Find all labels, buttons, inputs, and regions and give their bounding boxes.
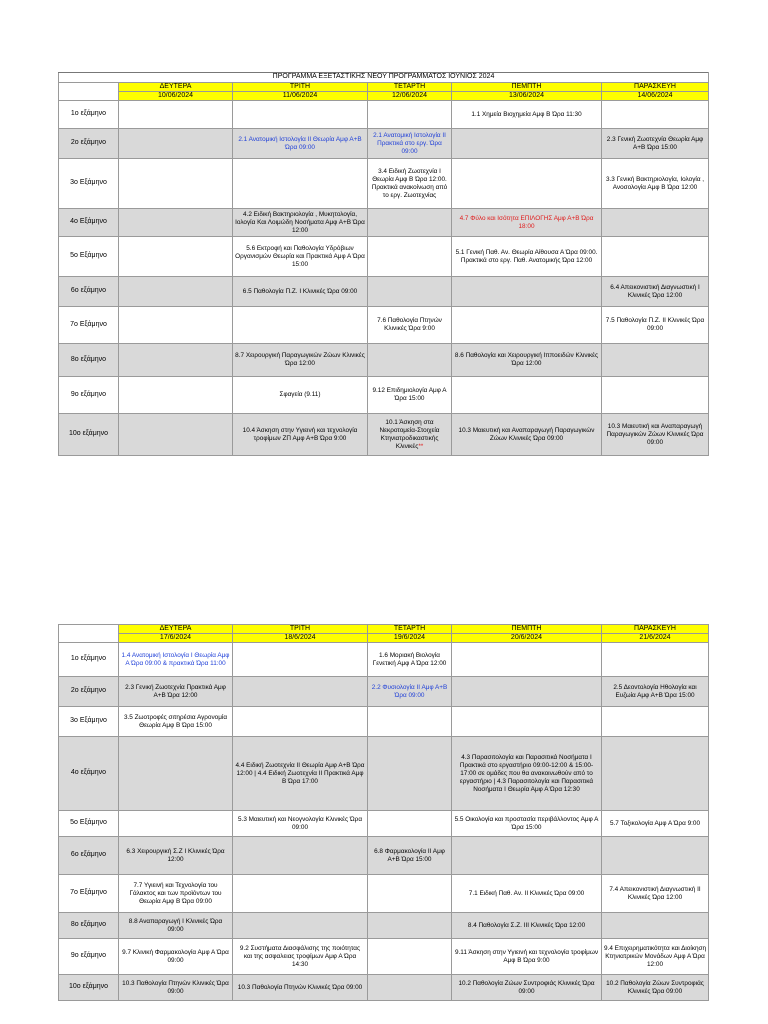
exam-cell: 2.1 Ανατομική Ιστολογία ΙΙ Πρακτικά στο εργ. Ώρα 09:00: [368, 129, 452, 159]
exam-cell: [233, 707, 368, 737]
exam-cell: [119, 737, 233, 811]
exam-cell: [368, 875, 452, 913]
table-row: [59, 101, 709, 129]
exam-cell: [368, 101, 452, 129]
exam-cell: 9.11 Άσκηση στην Υγιεινή και τεχνολογία τροφίμων Αμφ Β Ώρα 9:00: [452, 939, 602, 975]
date-header: 10/06/2024: [119, 92, 233, 101]
exam-cell: [602, 737, 709, 811]
semester-label: 7ο Εξάμηνο: [59, 307, 119, 344]
exam-cell: [368, 237, 452, 277]
semester-label: 10ο εξάμηνο: [59, 414, 119, 456]
exam-cell: [233, 913, 368, 939]
corner-cell: [59, 634, 119, 643]
semester-label: 5ο Εξάμηνο: [59, 237, 119, 277]
exam-cell: 3.4 Ειδική Ζωοτεχνία Ι Θεωρία Αμφ Β Ώρα 12:00. Πρακτικά ανακοίνωση από το εργ. Ζωοτεχνίας: [368, 159, 452, 209]
semester-label: 7ο Εξάμηνο: [59, 875, 119, 913]
exam-cell: [368, 277, 452, 307]
exam-cell: [233, 677, 368, 707]
exam-cell: [452, 677, 602, 707]
semester-label: 6ο εξάμηνο: [59, 277, 119, 307]
date-header: 19/6/2024: [368, 634, 452, 643]
semester-label: 8ο εξάμηνο: [59, 344, 119, 377]
exam-cell: [119, 277, 233, 307]
exam-cell: [233, 875, 368, 913]
exam-cell: [119, 307, 233, 344]
exam-cell: 1.6 Μοριακή Βιολογία Γενετική Αμφ Α Ώρα 12:00: [368, 643, 452, 677]
exam-cell: [368, 344, 452, 377]
exam-cell: 7.5 Παθολογία Π.Ζ. ΙΙ Κλινικές Ώρα 09:00: [602, 307, 709, 344]
schedule-title: ΠΡΟΓΡΑΜΜΑ ΕΞΕΤΑΣΤΙΚΗΣ ΝΕΟΥ ΠΡΟΓΡΑΜΜΑΤΟΣ ΙΟΥΝΙΟΣ 2024: [59, 73, 709, 83]
table-row: [59, 939, 709, 975]
exam-cell: [119, 159, 233, 209]
exam-cell: 4.2 Ειδική Βακτηριολογία , Μυκητολογία, Ιολογία Και Λοιμώδη Νοσήματα Αμφ Α+Β Ώρα 12:00: [233, 209, 368, 237]
exam-cell: [119, 209, 233, 237]
exam-schedule-week1: [58, 72, 709, 456]
exam-cell: 8.4 Παθολογία Σ.Ζ. ΙΙΙ Κλινικές Ώρα 12:00: [452, 913, 602, 939]
table-row: [59, 159, 709, 209]
semester-label: 4ο Εξάμηνο: [59, 209, 119, 237]
exam-cell: [452, 377, 602, 414]
exam-cell: 6.8 Φαρμακολογία ΙΙ Αμφ Α+Β Ώρα 15:00: [368, 837, 452, 875]
exam-cell: 8.6 Παθολογία και Χειρουργική Ιπποειδών Κλινικές Ώρα 12:00: [452, 344, 602, 377]
date-header: 11/06/2024: [233, 92, 368, 101]
date-header: 17/6/2024: [119, 634, 233, 643]
exam-cell: [368, 939, 452, 975]
exam-cell-text: 10.1 Άσκηση στα Νεκροτομεία-Στοιχεία Κτηνιατροδικαστικής Κλινικές: [379, 418, 440, 450]
corner-cell: [59, 83, 119, 92]
exam-cell: 10.3 Μαιευτική και Αναπαραγωγή Παραγωγικών Ζώων Κλινικές Ώρα 09:00: [452, 414, 602, 456]
exam-cell: [233, 307, 368, 344]
exam-cell: 9.2 Συστήματα Διασφάλισης της ποιότητας και της ασφαλειας τροφίμων Αμφ Α Ώρα 14:30: [233, 939, 368, 975]
exam-cell: [452, 707, 602, 737]
date-header: 13/06/2024: [452, 92, 602, 101]
exam-cell: [119, 811, 233, 837]
table-row: [59, 414, 709, 456]
exam-cell: [452, 643, 602, 677]
exam-cell: 3.5 Ζωοτροφές σιτηρέσια Αγρονομία Θεωρία Αμφ Β Ώρα 15:00: [119, 707, 233, 737]
semester-label: 2ο εξάμηνο: [59, 129, 119, 159]
table-row: [59, 737, 709, 811]
semester-label: 9ο εξάμηνο: [59, 939, 119, 975]
exam-cell: [368, 811, 452, 837]
exam-cell: [602, 101, 709, 129]
exam-cell: 1.4 Ανατομική Ιστολογία Ι Θεωρία Αμφ Α Ώρα 09:00 & πρακτικά Ώρα 11:00: [119, 643, 233, 677]
exam-cell: [368, 707, 452, 737]
exam-cell: [452, 129, 602, 159]
semester-label: 1ο εξάμηνο: [59, 101, 119, 129]
exam-cell: 7.6 Παθολογία Πτηνών Κλινικές Ώρα 9:00: [368, 307, 452, 344]
exam-cell: [452, 837, 602, 875]
exam-cell: 2.3 Γενική Ζωοτεχνία Πρακτικά Αμφ Α+Β Ώρα 12:00: [119, 677, 233, 707]
table-row: [59, 677, 709, 707]
table-row: [59, 377, 709, 414]
day-header: ΤΡΙΤΗ: [233, 625, 368, 634]
exam-cell: [602, 237, 709, 277]
date-header: 21/6/2024: [602, 634, 709, 643]
date-header: 20/6/2024: [452, 634, 602, 643]
exam-cell: 4.3 Παρασιτολογία και Παρασιτικά Νοσήματα Ι Πρακτικά στο εργαστήριο 09:00-12:00 & 15:00-17:00 σε ομάδες που θα ανακοινωθούν από το εργαστήριο | 4.3 Παρασιτολογία και Παρασιτικά Νοσήματα Ι Θεωρία Αμφ Α Ώρα 12:30: [452, 737, 602, 811]
semester-label: 3ο Εξάμηνο: [59, 159, 119, 209]
exam-cell: [119, 414, 233, 456]
semester-label: 9ο εξάμηνο: [59, 377, 119, 414]
exam-cell: 9.12 Επιδημιολογία Αμφ Α Ώρα 15:00: [368, 377, 452, 414]
exam-cell: 7.4 Απεικονιστική Διαγνωστική ΙΙ Κλινικές Ώρα 12:00: [602, 875, 709, 913]
exam-cell: 10.3 Παθολογία Πτηνών Κλινικές Ώρα 09:00: [119, 975, 233, 1001]
exam-cell: [452, 307, 602, 344]
asterisk-mark: **: [418, 442, 424, 450]
semester-label: 10ο εξάμηνο: [59, 975, 119, 1001]
exam-cell: Σφαγεία (9.11): [233, 377, 368, 414]
table-row: [59, 643, 709, 677]
exam-cell: 2.3 Γενική Ζωοτεχνία Θεωρία Αμφ Α+Β Ώρα 15:00: [602, 129, 709, 159]
exam-cell: 10.3 Παθολογία Πτηνών Κλινικές Ώρα 09:00: [233, 975, 368, 1001]
exam-cell: 6.4 Απεικονιστική Διαγνωστική Ι Κλινικές Ώρα 12:00: [602, 277, 709, 307]
exam-cell: [119, 129, 233, 159]
exam-cell: [602, 377, 709, 414]
table-row: [59, 209, 709, 237]
date-header: 18/6/2024: [233, 634, 368, 643]
semester-label: 8ο εξάμηνο: [59, 913, 119, 939]
exam-cell: [233, 101, 368, 129]
exam-cell: 6.3 Χειρουργική Σ.Ζ Ι Κλινικές Ώρα 12:00: [119, 837, 233, 875]
semester-label: 4ο εξάμηνο: [59, 737, 119, 811]
exam-cell: [602, 837, 709, 875]
table-row: [59, 913, 709, 939]
exam-cell: [368, 414, 452, 456]
exam-cell: 1.1 Χημεία Βιοχημεία Αμφ Β Ώρα 11:30: [452, 101, 602, 129]
exam-cell: 5.7 Τοξικολογία Αμφ Α Ώρα 9:00: [602, 811, 709, 837]
day-header: ΔΕΥΤΕΡΑ: [119, 83, 233, 92]
exam-cell: [602, 913, 709, 939]
exam-cell: 9.4 Επιχειρηματικότητα και Διοίκηση Κτηνιατρικών Μονάδων Αμφ Α Ώρα 12:00: [602, 939, 709, 975]
exam-cell: [602, 707, 709, 737]
table-row: [59, 307, 709, 344]
exam-cell: 4.4 Ειδική Ζωοτεχνία ΙΙ Θεωρία Αμφ Α+Β Ώρα 12:00 | 4.4 Ειδική Ζωοτεχνία ΙΙ Πρακτικά Αμφ Β Ώρα 17:00: [233, 737, 368, 811]
table-row: [59, 129, 709, 159]
exam-cell: [452, 277, 602, 307]
table-row: [59, 975, 709, 1001]
table-row: [59, 237, 709, 277]
exam-cell: 10.3 Μαιευτική και Αναπαραγωγή Παραγωγικών Ζώων Κλινικές Ώρα 09:00: [602, 414, 709, 456]
day-header: ΠΑΡΑΣΚΕΥΗ: [602, 625, 709, 634]
exam-cell: 7.7 Υγιεινή και Τεχνολογία του Γάλακτος και των προϊόντων του Θεωρία Αμφ Β Ώρα 09:00: [119, 875, 233, 913]
exam-cell: [233, 837, 368, 875]
corner-cell: [59, 92, 119, 101]
exam-schedule-week2: [58, 624, 709, 1001]
exam-cell: 5.6 Εκτροφή και Παθολογία Υδρόβιων Οργανισμών Θεωρία και Πρακτικά Αμφ Α Ώρα 15:00: [233, 237, 368, 277]
table-row: [59, 837, 709, 875]
exam-cell: [602, 344, 709, 377]
day-header: ΤΕΤΑΡΤΗ: [368, 83, 452, 92]
table-row: [59, 344, 709, 377]
exam-cell: 8.8 Αναπαραγωγή Ι Κλινικές Ώρα 09:00: [119, 913, 233, 939]
date-header: 12/06/2024: [368, 92, 452, 101]
exam-cell: 9.7 Κλινική Φαρμακολογία Αμφ Α Ώρα 09:00: [119, 939, 233, 975]
exam-cell: [602, 209, 709, 237]
exam-cell: 2.5 Δεοντολογία Ηθολογία και Ευζωία Αμφ Α+Β Ώρα 15:00: [602, 677, 709, 707]
exam-cell: 5.5 Οικολογία και προστασία περιβάλλοντος Αμφ Α Ώρα 15:00: [452, 811, 602, 837]
exam-cell: 10.2 Παθολογία Ζώων Συντροφιάς Κλινικές Ώρα 09:00: [602, 975, 709, 1001]
exam-cell: [119, 237, 233, 277]
exam-cell: [368, 913, 452, 939]
exam-cell: [602, 643, 709, 677]
table-row: [59, 811, 709, 837]
semester-label: 3ο Εξάμηνο: [59, 707, 119, 737]
exam-cell: [233, 159, 368, 209]
exam-cell: 5.1 Γενική Παθ. Αν. Θεωρία Αίθουσα Α Ώρα 09:00. Πρακτικά στο εργ. Παθ. Ανατομικής Ώρα 12:00: [452, 237, 602, 277]
exam-cell: 3.3 Γενική Βακτηριολογία, Ιολογία , Ανοσολογία Αμφ Β Ώρα 12:00: [602, 159, 709, 209]
day-header: ΤΡΙΤΗ: [233, 83, 368, 92]
exam-cell: [233, 643, 368, 677]
table-row: [59, 707, 709, 737]
semester-label: 2ο εξάμηνο: [59, 677, 119, 707]
exam-cell: 2.2 Φυσιολογία ΙΙ Αμφ Α+Β Ώρα 09:00: [368, 677, 452, 707]
exam-cell: 2.1 Ανατομική Ιστολογία ΙΙ Θεωρία Αμφ Α+Β Ώρα 09:00: [233, 129, 368, 159]
semester-label: 6ο εξάμηνο: [59, 837, 119, 875]
exam-cell: 5.3 Μαιευτική και Νεογνολογία Κλινικές Ώρα 09:00: [233, 811, 368, 837]
exam-cell: [119, 101, 233, 129]
table-row: [59, 277, 709, 307]
date-header: 14/06/2024: [602, 92, 709, 101]
corner-cell: [59, 625, 119, 634]
exam-cell: 7.1 Ειδική Παθ. Αν. ΙΙ Κλινικές Ώρα 09:00: [452, 875, 602, 913]
day-header: ΠΕΜΠΤΗ: [452, 83, 602, 92]
table-row: [59, 875, 709, 913]
semester-label: 5ο Εξάμηνο: [59, 811, 119, 837]
exam-cell: [119, 344, 233, 377]
exam-cell: 10.2 Παθολογία Ζώων Συντροφιάς Κλινικές Ώρα 09:00: [452, 975, 602, 1001]
exam-cell: 8.7 Χειρουργική Παραγωγικών Ζώων Κλινικές Ώρα 12:00: [233, 344, 368, 377]
exam-cell: [368, 209, 452, 237]
day-header: ΠΑΡΑΣΚΕΥΗ: [602, 83, 709, 92]
exam-cell: [452, 159, 602, 209]
day-header: ΤΕΤΑΡΤΗ: [368, 625, 452, 634]
exam-cell: 6.5 Παθολογία Π.Ζ. Ι Κλινικές Ώρα 09:00: [233, 277, 368, 307]
exam-cell: 10.4 Άσκηση στην Υγιεινή και τεχνολογία τροφίμων ΖΠ Αμφ Α+Β Ώρα 9:00: [233, 414, 368, 456]
day-header: ΔΕΥΤΕΡΑ: [119, 625, 233, 634]
semester-label: 1ο εξάμηνο: [59, 643, 119, 677]
exam-cell: 4.7 Φύλο και Ισότητα ΕΠΙΛΟΓΗΣ Αμφ Α+Β Ώρα 18:00: [452, 209, 602, 237]
exam-cell: [368, 737, 452, 811]
day-header: ΠΕΜΠΤΗ: [452, 625, 602, 634]
exam-cell: [368, 975, 452, 1001]
exam-cell: [119, 377, 233, 414]
